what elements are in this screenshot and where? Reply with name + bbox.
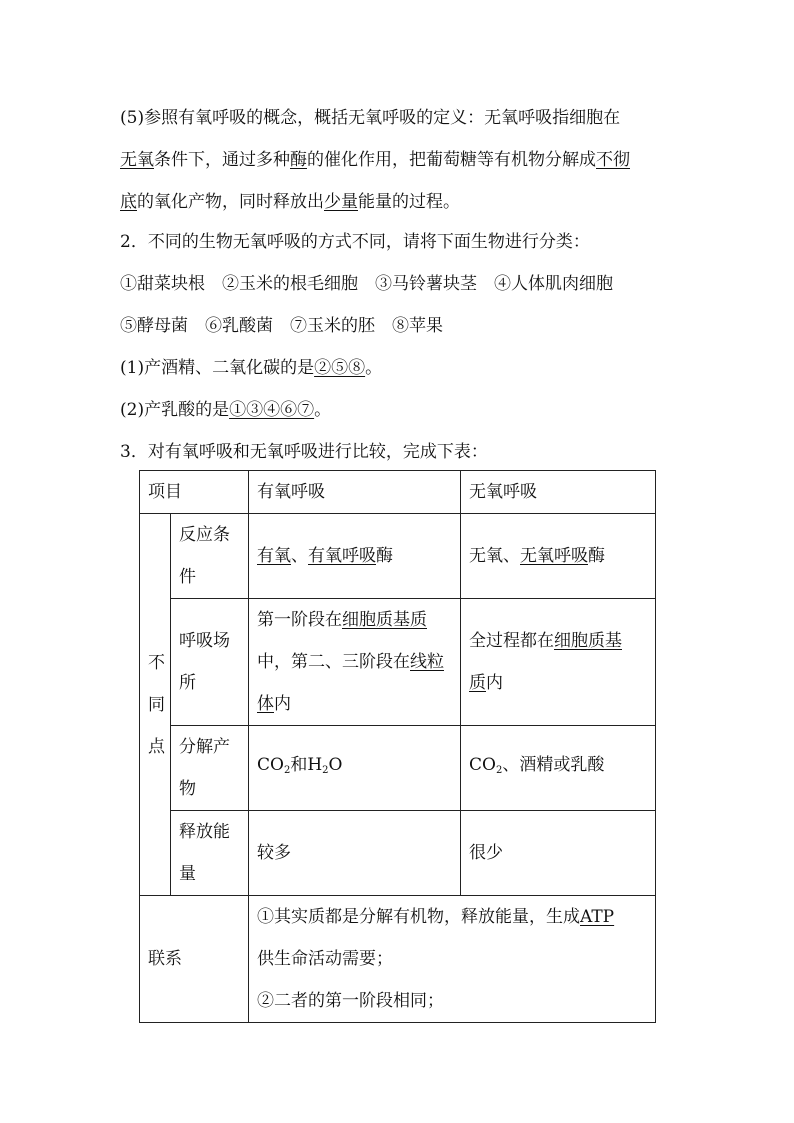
- cell-anaerobic-products: [461, 726, 656, 811]
- cell-anaerobic-location: [461, 599, 656, 726]
- differences-label: [140, 514, 171, 896]
- cell-line: [469, 620, 647, 662]
- q5-line-2: [120, 148, 630, 172]
- q5-text: 的催化作用，把葡萄糖等有机物分解成: [307, 150, 596, 170]
- answer-blank: ①③④⑥⑦: [229, 400, 315, 420]
- cell-text: 内: [274, 694, 291, 714]
- answer-blank: 细胞质基质: [342, 610, 427, 630]
- cell-aerobic-conditions: [249, 514, 461, 599]
- cell-line: [257, 683, 452, 725]
- cell-text: CO: [469, 755, 496, 775]
- cell-anaerobic-conditions: [461, 514, 656, 599]
- cell-text: 无氧、: [469, 546, 520, 566]
- label-line: 分解产: [179, 737, 230, 757]
- row-label-relation: 联系: [140, 896, 249, 1023]
- cell-line: ②二者的第一阶段相同；: [257, 991, 444, 1011]
- cell-text: 酶: [588, 546, 605, 566]
- answer-blank: 无氧呼吸: [520, 546, 588, 566]
- answer-blank: 底: [120, 192, 137, 212]
- label-line: 物: [179, 779, 196, 799]
- cell-text: ①其实质都是分解有机物，释放能量，生成: [257, 907, 580, 927]
- answer-blank: 有氧: [257, 546, 291, 566]
- q5-text: 条件下，通过多种: [154, 150, 290, 170]
- table-row: [140, 726, 656, 811]
- header-item: 项目: [140, 471, 249, 514]
- cell-anaerobic-energy: 很少: [461, 811, 656, 896]
- cell-line: [257, 641, 452, 683]
- header-aerobic: 有氧呼吸: [249, 471, 461, 514]
- cell-line: [257, 896, 647, 938]
- subscript: 2: [495, 765, 503, 776]
- q5-line-3: [120, 190, 460, 214]
- cell-text: O: [328, 755, 343, 775]
- answer-blank: 无氧: [120, 150, 154, 170]
- q2-part-2: [120, 398, 331, 422]
- cell-text: 第一阶段在: [257, 610, 342, 630]
- diff-char: 点: [148, 736, 165, 757]
- cell-text: 内: [486, 673, 503, 693]
- answer-blank: 细胞质基: [554, 631, 622, 651]
- cell-aerobic-location: [249, 599, 461, 726]
- header-anaerobic: 无氧呼吸: [461, 471, 656, 514]
- table-row: [140, 811, 656, 896]
- table-row: [140, 599, 656, 726]
- table-header-row: [140, 471, 656, 514]
- q2-part-text: (1)产酒精、二氧化碳的是: [120, 358, 315, 378]
- label-line: 呼吸场: [179, 631, 230, 651]
- label-line: 量: [179, 864, 196, 884]
- q2-part-text: (2)产乳酸的是: [120, 400, 230, 420]
- cell-text: CO: [257, 755, 284, 775]
- label-line: 反应条: [179, 525, 230, 545]
- table-row: [140, 514, 656, 599]
- label-line: 所: [179, 673, 196, 693]
- answer-blank: 不彻: [596, 150, 630, 170]
- answer-blank: ATP: [580, 907, 615, 927]
- row-label-location: [171, 599, 249, 726]
- row-label-energy: [171, 811, 249, 896]
- answer-blank: 线粒: [410, 652, 444, 672]
- cell-relation: [249, 896, 656, 1023]
- q2-items-1: ①甜菜块根 ②玉米的根毛细胞 ③马铃薯块茎 ④人体肌肉细胞: [120, 274, 613, 294]
- q5-text: 的氧化产物，同时释放出: [137, 192, 324, 212]
- table-row: [140, 896, 656, 1023]
- answer-blank: ②⑤⑧: [314, 358, 366, 378]
- cell-text: 中，第二、三阶段在: [257, 652, 410, 672]
- answer-blank: 有氧呼吸: [308, 546, 376, 566]
- q5-text: 能量的过程。: [358, 192, 460, 212]
- cell-text: 、: [291, 546, 308, 566]
- cell-text: 和: [290, 755, 308, 775]
- subscript: 2: [283, 765, 291, 776]
- cell-line: [469, 662, 647, 704]
- cell-text: H: [307, 755, 323, 775]
- answer-blank: 体: [257, 694, 274, 714]
- cell-text: 酶: [376, 546, 393, 566]
- comparison-table: [139, 470, 656, 1023]
- q3-stem: 3．对有氧呼吸和无氧呼吸进行比较，完成下表：: [120, 442, 488, 462]
- q2-items-2: ⑤酵母菌 ⑥乳酸菌 ⑦玉米的胚 ⑧苹果: [120, 316, 443, 336]
- cell-line: [257, 599, 452, 641]
- cell-aerobic-energy: 较多: [249, 811, 461, 896]
- label-line: 件: [179, 567, 196, 587]
- cell-text: 全过程都在: [469, 631, 554, 651]
- subscript: 2: [322, 765, 329, 776]
- q2-part-text: 。: [365, 358, 383, 378]
- q5-line-1: [120, 106, 620, 130]
- row-label-conditions: [171, 514, 249, 599]
- q5-text: (5)参照有氧呼吸的概念，概括无氧呼吸的定义：无氧呼吸指细胞在: [120, 108, 621, 128]
- label-line: 释放能: [179, 822, 230, 842]
- cell-aerobic-products: [249, 726, 461, 811]
- q2-part-text: 。: [314, 400, 332, 420]
- answer-blank: 酶: [290, 150, 307, 170]
- q2-part-1: [120, 356, 382, 380]
- answer-blank: 少量: [324, 192, 358, 212]
- answer-blank: 质: [469, 673, 486, 693]
- row-label-products: [171, 726, 249, 811]
- cell-line: 供生命活动需要；: [257, 949, 393, 969]
- diff-char: 不: [148, 652, 165, 673]
- q2-stem: 2．不同的生物无氧呼吸的方式不同，请将下面生物进行分类：: [120, 232, 590, 252]
- cell-text: 、酒精或乳酸: [502, 755, 605, 775]
- diff-char: 同: [148, 694, 165, 715]
